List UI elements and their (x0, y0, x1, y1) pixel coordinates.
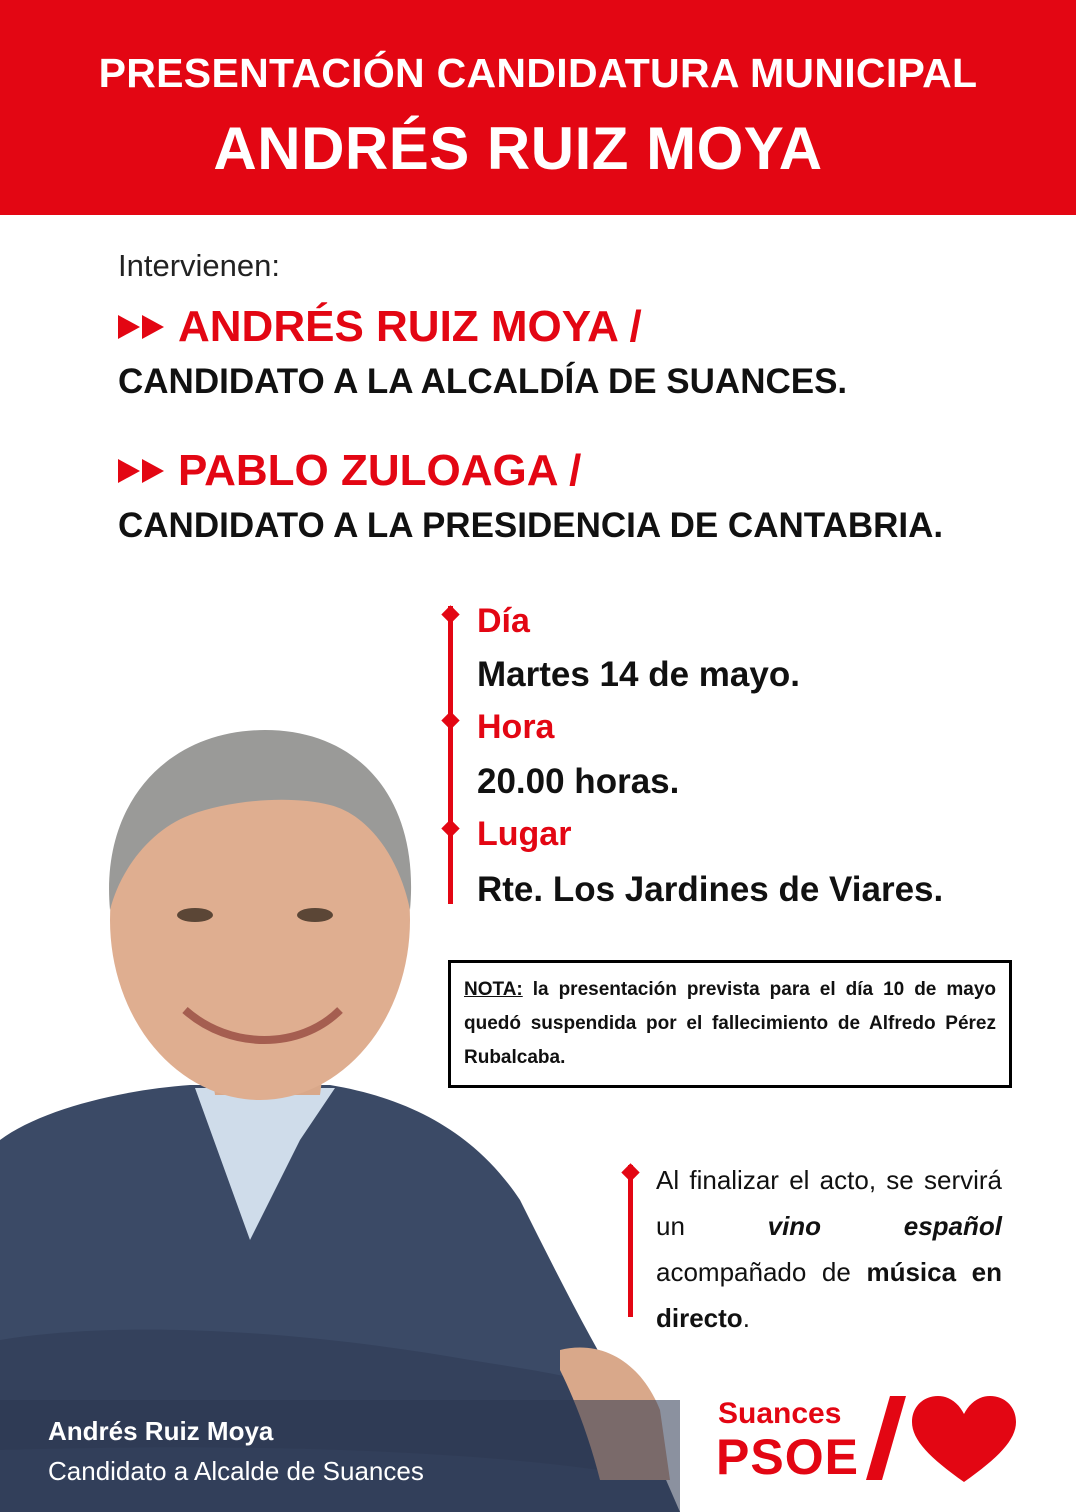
photo-caption-role: Candidato a Alcalde de Suances (48, 1456, 424, 1486)
timeline-diamond-icon (441, 605, 459, 623)
speakers-intro-label: Intervienen: (118, 248, 280, 283)
closing-timeline-line (628, 1165, 633, 1317)
note-label: NOTA: (464, 979, 523, 1000)
detail-value-time: 20.00 horas. (477, 762, 680, 801)
header-title: ANDRÉS RUIZ MOYA (213, 115, 823, 182)
closing-emphasis-wine: vino español (767, 1211, 1002, 1241)
speaker-1-name: ANDRÉS RUIZ MOYA / (178, 302, 642, 351)
speaker-2 (118, 446, 943, 546)
double-arrow-icon (118, 312, 168, 342)
detail-value-day: Martes 14 de mayo. (477, 655, 800, 694)
detail-label-place: Lugar (477, 815, 572, 853)
candidate-photo (0, 720, 680, 1512)
psoe-heart-logo-icon (860, 1392, 1020, 1488)
logo-party: PSOE (716, 1429, 859, 1485)
double-arrow-icon (118, 456, 168, 486)
note-text: la presentación prevista para el día 10 de mayo quedó suspendida por el fallecimiento de Alfredo Pérez Rubalcaba. (464, 979, 996, 1068)
closing-emphasis-music: música en directo (656, 1257, 1002, 1333)
closing-text-part1: Al finalizar el acto, se servirá un (656, 1165, 1002, 1241)
closing-text (656, 1157, 1002, 1341)
header-subtitle: PRESENTACIÓN CANDIDATURA MUNICIPAL (98, 50, 978, 96)
detail-value-place: Rte. Los Jardines de Viares. (477, 870, 944, 909)
logo-town: Suances (718, 1397, 842, 1430)
detail-label-day: Día (477, 602, 530, 640)
speaker-1 (118, 302, 847, 402)
header-banner (0, 0, 1076, 215)
speaker-2-role: CANDIDATO A LA PRESIDENCIA DE CANTABRIA. (118, 506, 944, 545)
speaker-1-role: CANDIDATO A LA ALCALDÍA DE SUANCES. (118, 362, 848, 401)
photo-caption-name: Andrés Ruiz Moya (48, 1416, 274, 1446)
speaker-2-name: PABLO ZULOAGA / (178, 446, 582, 495)
closing-text-part3: . (742, 1303, 750, 1333)
closing-text-part2: acompañado de (656, 1257, 867, 1287)
detail-label-time: Hora (477, 708, 555, 746)
